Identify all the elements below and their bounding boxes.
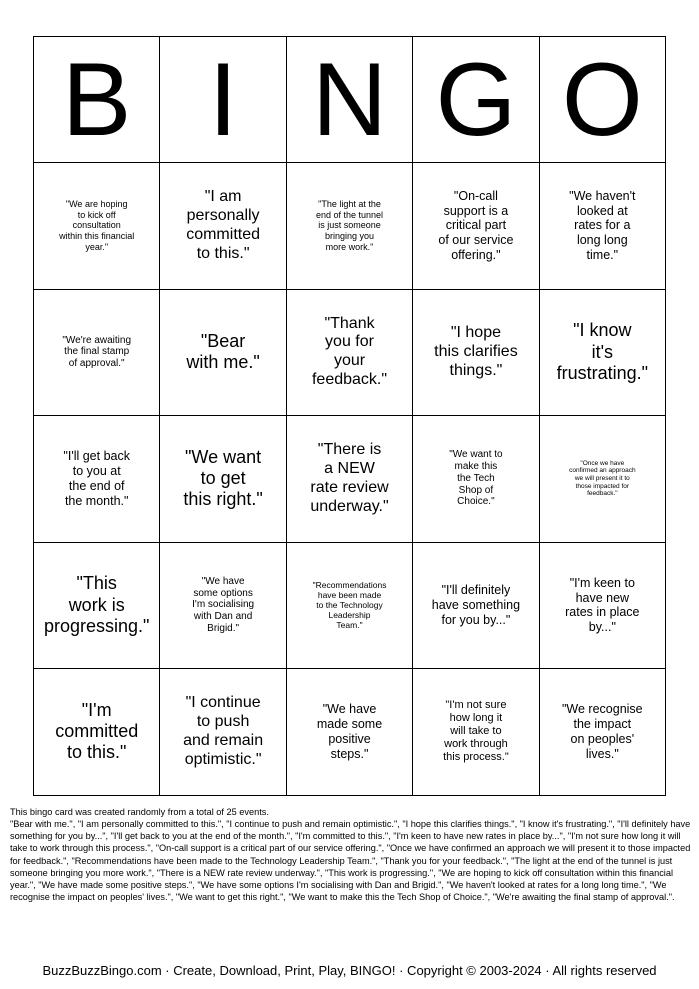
bingo-cell: "Bear with me." <box>160 290 286 417</box>
bingo-row-5 <box>34 669 666 796</box>
bingo-cell: "I am personally committed to this." <box>160 163 286 290</box>
bingo-cell: "We are hoping to kick off consultation within this financial year." <box>34 163 160 290</box>
bingo-row-3 <box>34 416 666 543</box>
bingo-cell: "Once we have confirmed an approach we will present it to those impacted for feedback." <box>540 416 666 543</box>
bingo-cell: "We want to make this the Tech Shop of Choice." <box>413 416 539 543</box>
card-info-summary: This bingo card was created randomly from a total of 25 events. <box>10 807 269 817</box>
bingo-row-1 <box>34 163 666 290</box>
bingo-cell: "We're awaiting the final stamp of approval." <box>34 290 160 417</box>
header-letter-i: I <box>160 37 286 163</box>
bingo-cell: "We have some options I'm socialising with Dan and Brigid." <box>160 543 286 670</box>
card-info-events: "Bear with me.", "I am personally committed to this.", "I continue to push and remain optimistic.", "I hope this clarifies things.", "I know it's frustrating.", "I'll definitely have something for you by...", "I'll get back to you at the end of the month.", "I'm committed to this.", "I'm keen to have new rates in place by...", "I'm not sure how long it will take to work through this process.", "On-call support is a critical part of our service offering.", "Once we have confirmed an approach we will present it to those impacted for feedback.", "Recommendations have been made to the Technology Leadership Team.", "Thank you for your feedback.", "The light at the end of the tunnel is just someone bringing you more work.", "There is a NEW rate review underway.", "This work is progressing.", "We are hoping to kick off consultation within this financial year.", "We have made some positive steps.", "We have some options I'm socialising with Dan and Brigid.", "We haven't looked at rates for a long long time.", "We recognise the impact on peoples' lives.", "We want to get this right.", "We want to make this the Tech Shop of Choice.", "We're awaiting the final stamp of approval.". <box>10 819 691 902</box>
bingo-cell: "Thank you for your feedback." <box>287 290 413 417</box>
site-footer: BuzzBuzzBingo.com · Create, Download, Print, Play, BINGO! · Copyright © 2003-2024 · All rights reserved <box>42 963 657 978</box>
header-letter-g: G <box>413 37 539 163</box>
header-letter-o: O <box>540 37 666 163</box>
bingo-cell: "We recognise the impact on peoples' lives." <box>540 669 666 796</box>
bingo-cell: "I hope this clarifies things." <box>413 290 539 417</box>
bingo-card <box>33 36 666 796</box>
bingo-header-row <box>34 37 666 163</box>
bingo-cell: "I'm not sure how long it will take to work through this process." <box>413 669 539 796</box>
bingo-cell: "There is a NEW rate review underway." <box>287 416 413 543</box>
bingo-cell: "The light at the end of the tunnel is just someone bringing you more work." <box>287 163 413 290</box>
bingo-row-4 <box>34 543 666 670</box>
bingo-cell: "I'll get back to you at the end of the month." <box>34 416 160 543</box>
bingo-cell: "I'm committed to this." <box>34 669 160 796</box>
bingo-cell: "This work is progressing." <box>34 543 160 670</box>
bingo-cell: "On-call support is a critical part of our service offering." <box>413 163 539 290</box>
card-info <box>10 806 692 903</box>
bingo-cell: "I continue to push and remain optimistic." <box>160 669 286 796</box>
bingo-cell: "I'm keen to have new rates in place by..." <box>540 543 666 670</box>
bingo-cell: "We haven't looked at rates for a long long time." <box>540 163 666 290</box>
bingo-cell: "Recommendations have been made to the Technology Leadership Team." <box>287 543 413 670</box>
bingo-cell: "I'll definitely have something for you by..." <box>413 543 539 670</box>
bingo-row-2 <box>34 290 666 417</box>
bingo-cell: "I know it's frustrating." <box>540 290 666 417</box>
header-letter-b: B <box>34 37 160 163</box>
bingo-cell: "We have made some positive steps." <box>287 669 413 796</box>
header-letter-n: N <box>287 37 413 163</box>
bingo-cell: "We want to get this right." <box>160 416 286 543</box>
